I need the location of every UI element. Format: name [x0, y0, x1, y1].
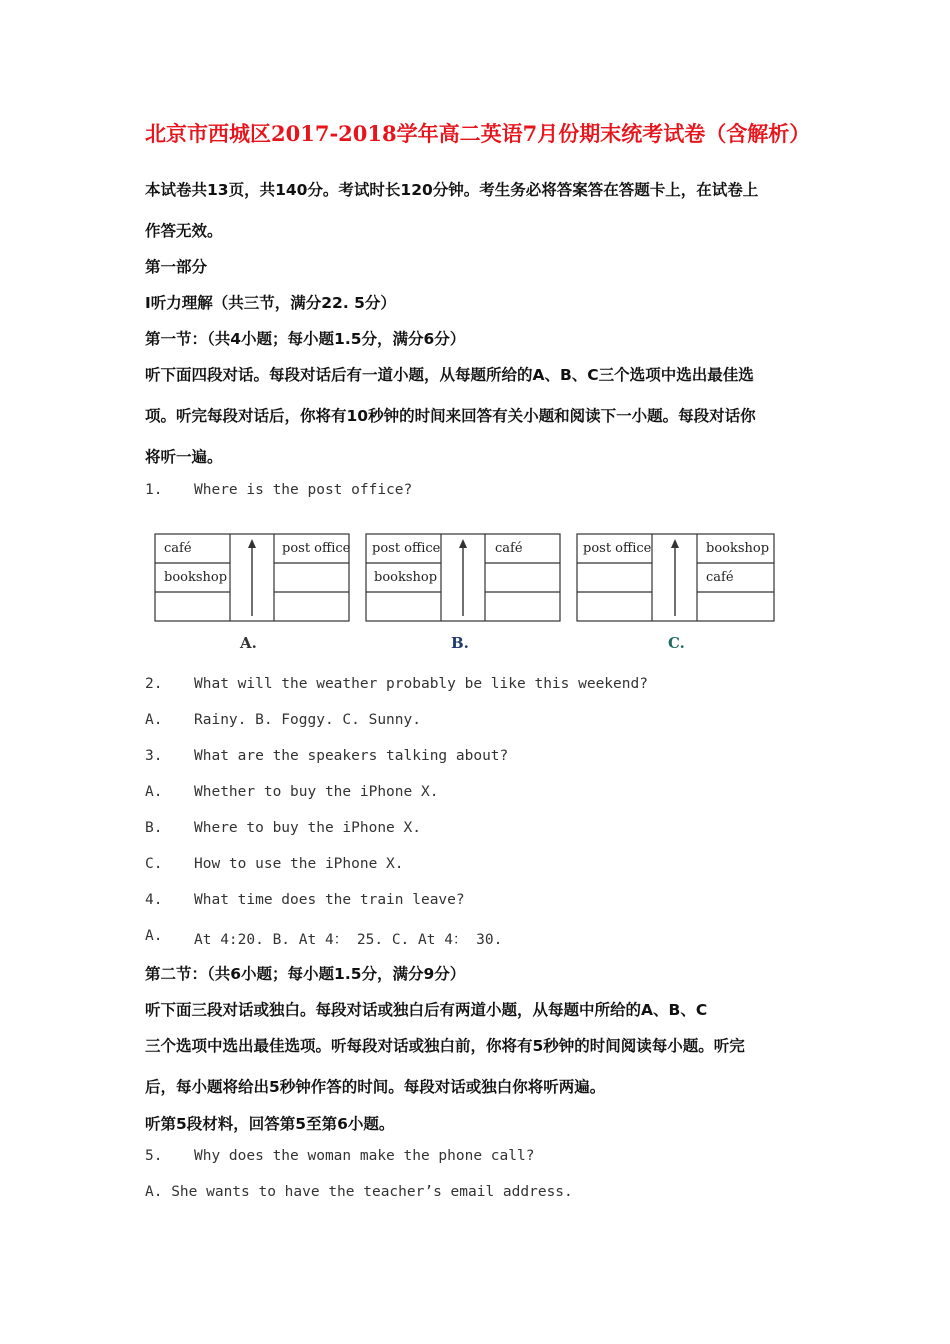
map-c-left-top: post office — [583, 541, 652, 556]
question-2-number: 2. — [145, 676, 163, 692]
question-5-number: 5. — [145, 1148, 163, 1164]
question-4-options: At 4:20. B. At 4： 25. C. At 4： 30. — [194, 932, 503, 948]
arrow-up-icon — [671, 539, 679, 548]
question-2-options: Rainy. B. Foggy. C. Sunny. — [194, 712, 421, 728]
question-1-text: Where is the post office? — [194, 482, 413, 498]
section1-instruction-1: 听下面四段对话。每段对话后有一道小题，从每题所给的A、B、C三个选项中选出最佳选 — [145, 366, 754, 384]
question-2-text: What will the weather probably be like this weekend? — [194, 676, 648, 692]
arrow-up-icon — [248, 539, 256, 548]
map-b-label: B. — [451, 634, 469, 652]
question-3-text: What are the speakers talking about? — [194, 748, 509, 764]
map-c-right-top: bookshop — [706, 541, 770, 556]
map-c-right-mid: café — [706, 570, 734, 585]
question-2-option-a-letter: A. — [145, 712, 163, 728]
question-3-option-a: Whether to buy the iPhone X. — [194, 784, 439, 800]
section2-instruction-1: 听下面三段对话或独白。每段对话或独白后有两道小题，从每题中所给的A、B、C — [145, 1001, 708, 1019]
question-3-option-c-letter: C. — [145, 856, 163, 872]
question-3-option-c: How to use the iPhone X. — [194, 856, 404, 872]
question-5-text: Why does the woman make the phone call? — [194, 1148, 535, 1164]
intro-line-2: 作答无效。 — [145, 222, 223, 240]
map-b — [366, 534, 560, 621]
map-a-left-top: café — [164, 541, 192, 556]
question-5-option-a: A. She wants to have the teacher’s email address. — [145, 1184, 573, 1200]
question-3-number: 3. — [145, 748, 163, 764]
section2-subheading: 听第5段材料，回答第5至第6小题。 — [145, 1115, 395, 1133]
intro-line-1: 本试卷共13页，共140分。考试时长120分钟。考生务必将答案答在答题卡上，在试卷上 — [145, 181, 759, 199]
map-b-right-top: café — [495, 541, 523, 556]
document-title: 北京市西城区2017-2018学年高二英语7月份期末统考试卷（含解析） — [145, 121, 811, 146]
map-c-label: C. — [668, 634, 685, 652]
section1-heading: 第一节：（共4小题；每小题1.5分，满分6分） — [145, 330, 466, 348]
map-a-right-top: post office — [282, 541, 351, 556]
question-3-option-a-letter: A. — [145, 784, 163, 800]
section2-instruction-2: 三个选项中选出最佳选项。听每段对话或独白前，你将有5秒钟的时间阅读每小题。听完 — [145, 1037, 745, 1055]
map-a-label: A. — [240, 634, 257, 652]
map-b-left-mid: bookshop — [374, 570, 438, 585]
arrow-up-icon — [459, 539, 467, 548]
question-1-number: 1. — [145, 482, 163, 498]
question-3-option-b: Where to buy the iPhone X. — [194, 820, 421, 836]
map-options-figure — [150, 530, 780, 625]
listening-section-heading: I听力理解（共三节，满分22. 5分） — [145, 294, 396, 312]
section2-instruction-3: 后，每小题将给出5秒钟作答的时间。每段对话或独白你将听两遍。 — [145, 1078, 606, 1096]
section1-instruction-2: 项。听完每段对话后，你将有10秒钟的时间来回答有关小题和阅读下一小题。每段对话你 — [145, 407, 756, 425]
map-c — [577, 534, 774, 621]
map-a-left-mid: bookshop — [164, 570, 228, 585]
part-heading: 第一部分 — [145, 258, 208, 276]
question-4-number: 4. — [145, 892, 163, 908]
map-b-left-top: post office — [372, 541, 441, 556]
question-4-text: What time does the train leave? — [194, 892, 465, 908]
section2-heading: 第二节：（共6小题；每小题1.5分，满分9分） — [145, 965, 466, 983]
question-4-option-a-letter: A. — [145, 928, 163, 944]
question-3-option-b-letter: B. — [145, 820, 163, 836]
section1-instruction-3: 将听一遍。 — [145, 448, 223, 466]
map-a — [155, 534, 351, 621]
